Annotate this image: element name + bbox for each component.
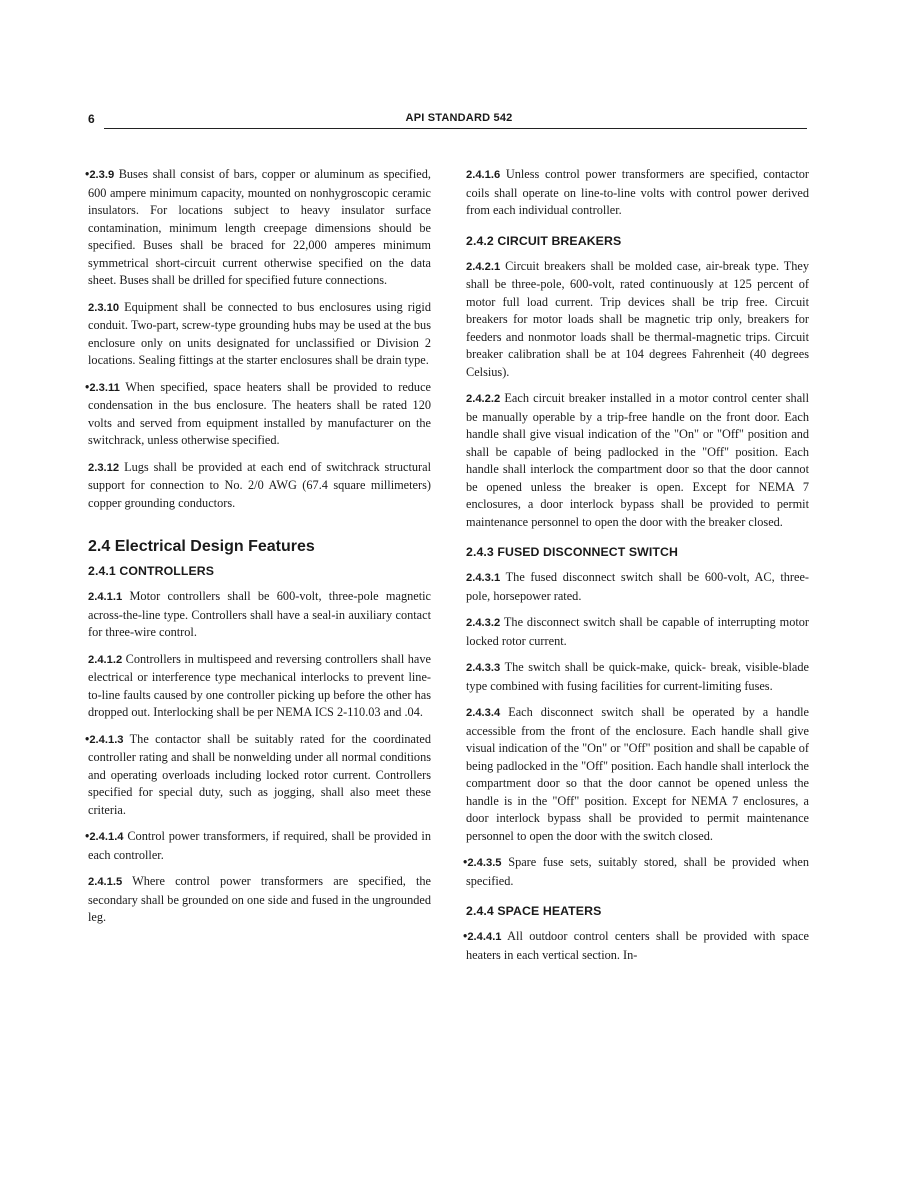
clause-text: Controllers in multispeed and reversing controllers shall have electrical or interference type mechanical interlocks to prevent line-to-line faults caused by one controller picking up before the other has dropped out. Interlocking shall be per NEMA ICS 2-110.03 and .04. — [88, 651, 431, 719]
clause-text: Control power transformers, if required, shall be provided in each controller. — [88, 829, 431, 862]
clause-number: 2.4.3.3 — [466, 662, 501, 674]
clause-paragraph — [463, 928, 809, 964]
subsection-heading: 2.4.4 SPACE HEATERS — [466, 904, 602, 918]
left-column — [85, 166, 431, 936]
clause-text: Motor controllers shall be 600-volt, three-pole magnetic across-the-line type. Controllers shall have a seal-in auxiliary contact for three-wire control. — [88, 589, 431, 639]
subsection-heading: 2.4.1 CONTROLLERS — [88, 564, 215, 578]
clause-text: Buses shall consist of bars, copper or aluminum as specified, 600 ampere minimum capacity, mounted on nonhygroscopic ceramic insulators. For locations subject to heavy insulator surface contamination, minimum length creepage dimensions should be specified. Buses shall be braced for 22,000 amperes minimum symmetrical short-circuit current otherwise specified on the data sheet. Buses shall be drilled for specified future connections. — [88, 167, 431, 287]
clause-paragraph — [85, 166, 431, 290]
bullet-marker: • — [85, 731, 90, 746]
clause-text: Each circuit breaker installed in a motor control center shall be manually operable by a trip-free handle on the front door. Each handle shall give visual indication of the "On" or "Off" position and shall be capable of being padlocked in the "Off" position. Each handle shall interlock the compartment door so that the door cannot be opened unless the breaker is open. Except for NEMA 7 enclosures, a door interlock bypass shall be provided to permit maintenance personnel to open the door with the breaker closed. — [466, 391, 809, 529]
bullet-marker: • — [85, 829, 90, 843]
right-column — [463, 166, 810, 973]
clause-text: Circuit breakers shall be molded case, air-break type. They shall be three-pole, 600-volt, rated continuously at 125 percent of motor full load current. Trip devices shall be trip free. Circuit breakers for motor loads shall be magnetic trip only, breakers for feeders and nonmotor loads shall be thermal-magnetic trips. Circuit breaker calibration shall be at 104 degrees Fahrenheit (40 degrees Celsius). — [466, 258, 810, 379]
clause-number: 2.3.9 — [89, 169, 115, 181]
bullet-marker: • — [463, 855, 468, 869]
clause-text: Spare fuse sets, suitably stored, shall be provided when specified. — [466, 855, 810, 888]
clause-text: When specified, space heaters shall be provided to reduce condensation in the bus enclosure. The heaters shall be rated 120 volts and served from equipment installed by manufacturer on the switchrack, unless otherwise specified. — [88, 379, 431, 447]
clause-text: The fused disconnect switch shall be 600-volt, AC, three-pole, horsepower rated. — [466, 570, 810, 603]
page-number: 6 — [88, 112, 95, 126]
clause-paragraph — [88, 459, 431, 513]
clause-paragraph — [88, 299, 431, 370]
clause-paragraph — [463, 854, 810, 890]
clause-text: The disconnect switch shall be capable of interrupting motor locked rotor current. — [466, 615, 809, 648]
clause-number: 2.4.4.1 — [467, 931, 502, 943]
clause-paragraph — [85, 731, 431, 820]
section-heading: 2.4 Electrical Design Features — [88, 538, 315, 555]
clause-paragraph — [88, 651, 431, 722]
bullet-marker: • — [85, 167, 90, 181]
clause-text: Unless control power transformers are specified, contactor coils shall operate on line-to-line volts with control power derived from each individual controller. — [466, 167, 810, 217]
subsection-heading: 2.4.3 FUSED DISCONNECT SWITCH — [466, 545, 678, 559]
clause-number: 2.4.2.1 — [466, 260, 501, 273]
clause-paragraph — [466, 390, 809, 531]
clause-number: 2.3.11 — [89, 381, 120, 394]
bullet-marker: • — [85, 379, 90, 394]
clause-number: 2.4.1.4 — [89, 831, 124, 843]
clause-text: Where control power transformers are specified, the secondary shall be grounded on one side and fused in the ungrounded leg. — [88, 874, 431, 924]
clause-number: 2.4.3.4 — [466, 707, 501, 719]
clause-number: 2.4.1.2 — [88, 653, 123, 666]
clause-paragraph — [466, 659, 809, 695]
clause-text: The contactor shall be suitably rated for the coordinated controller rating and shall be nonwelding under all normal conditions and operating overloads including locked rotor current. Controllers specified for special duty, such as jogging, shall also meet these criteria. — [88, 731, 431, 817]
clause-paragraph — [85, 828, 431, 864]
clause-paragraph — [466, 614, 809, 650]
clause-number: 2.4.2.2 — [466, 393, 501, 405]
clause-paragraph — [88, 588, 431, 642]
clause-number: 2.4.3.5 — [467, 857, 502, 869]
clause-paragraph — [85, 379, 431, 450]
clause-text: The switch shall be quick-make, quick- break, visible-blade type combined with fusing facilities for current-limiting fuses. — [466, 660, 809, 693]
bullet-marker: • — [463, 929, 468, 943]
clause-number: 2.3.10 — [88, 301, 120, 314]
clause-text: Lugs shall be provided at each end of switchrack structural support for connection to No. 2/0 AWG (67.4 square millimeters) copper grounding conductors. — [88, 459, 431, 510]
subsection-heading: 2.4.2 CIRCUIT BREAKERS — [466, 233, 622, 248]
clause-number: 2.4.1.1 — [88, 591, 123, 603]
clause-paragraph — [466, 569, 809, 605]
clause-text: Equipment shall be connected to bus enclosures using rigid conduit. Two-part, screw-type grounding hubs may be used at the bus enclosure only on units designated for unclassified or Division 2 locations. Sealing fittings at the starter enclosures shall be drain type. — [88, 299, 431, 367]
clause-number: 2.4.3.2 — [466, 617, 501, 629]
clause-number: 2.4.3.1 — [466, 572, 501, 584]
clause-number: 2.4.1.3 — [89, 733, 124, 746]
clause-paragraph — [466, 704, 809, 845]
clause-text: Each disconnect switch shall be operated by a handle accessible from the front of the enclosure. Each handle shall give visual indication of the "On" or "Off" position and shall be capable of being padlocked in the "Off" position. Each handle shall interlock the compartment door so that the door cannot be opened unless the handle is in the "Off" position. Except for NEMA 7 enclosures, a door interlock bypass shall be provided to permit maintenance personnel to open the door with the switch closed. — [466, 705, 809, 843]
clause-number: 2.3.12 — [88, 461, 120, 474]
clause-paragraph — [88, 873, 431, 927]
clause-number: 2.4.1.5 — [88, 876, 123, 888]
clause-paragraph — [466, 166, 809, 220]
header-rule — [104, 128, 807, 129]
clause-number: 2.4.1.6 — [466, 169, 501, 181]
clause-text: All outdoor control centers shall be provided with space heaters in each vertical section. In- — [466, 929, 809, 962]
running-title: API STANDARD 542 — [405, 112, 513, 124]
clause-paragraph — [466, 258, 809, 382]
